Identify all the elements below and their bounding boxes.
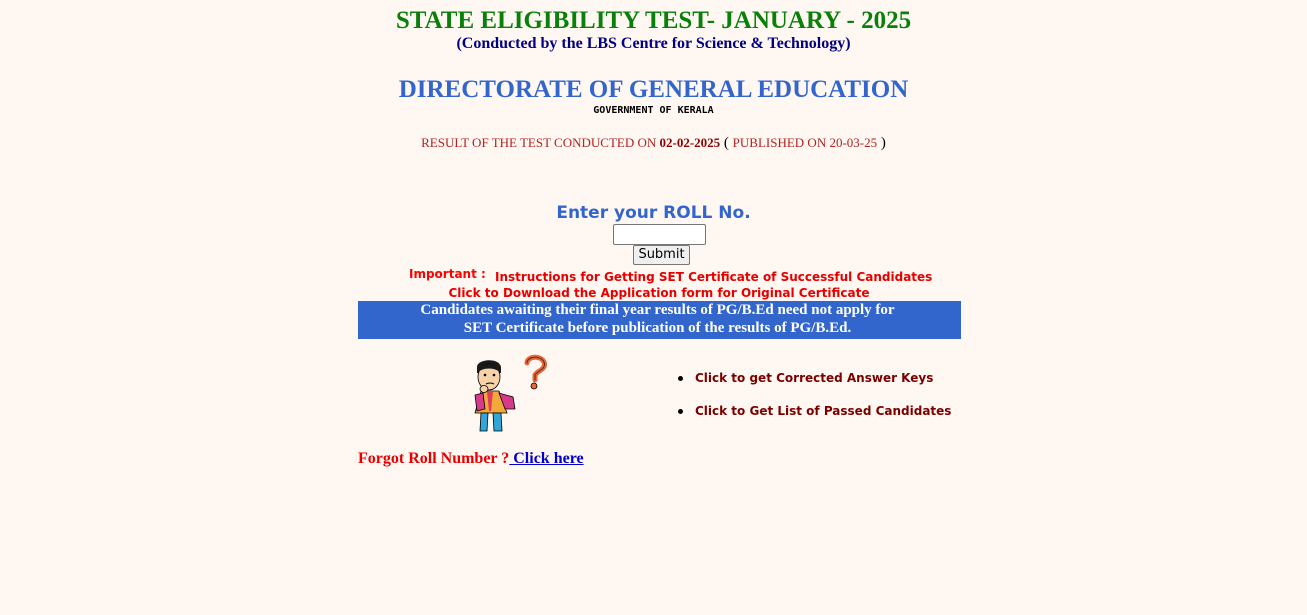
notice-line-1: Candidates awaiting their final year results of PG/B.Ed need not apply for <box>420 302 895 318</box>
download-application-form-link[interactable]: Click to Download the Application form for Original Certificate <box>448 286 870 300</box>
links-list <box>695 370 951 436</box>
passed-candidates-link[interactable]: Click to Get List of Passed Candidates <box>695 404 952 418</box>
list-item <box>695 403 951 436</box>
result-prefix: RESULT OF THE TEST CONDUCTED ON <box>421 135 660 150</box>
notice-line-2: SET Certificate before publication of the results of PG/B.Ed. <box>463 320 852 336</box>
close-paren: ) <box>877 135 886 151</box>
forgot-click-here-link[interactable]: Click here <box>509 450 584 467</box>
notice-banner <box>358 301 961 339</box>
government-label: GOVERNMENT OF KERALA <box>593 105 714 116</box>
roll-number-input[interactable] <box>613 224 706 245</box>
bullet-icon <box>678 376 683 381</box>
roll-number-label: Enter your ROLL No. <box>556 203 751 223</box>
result-line <box>0 135 1307 151</box>
published-label: PUBLISHED ON 20-03-25 <box>732 135 878 150</box>
thinking-person-question-mark-icon <box>469 353 549 433</box>
forgot-roll-number <box>358 449 584 468</box>
page-title: STATE ELIGIBILITY TEST- JANUARY - 2025 <box>395 7 912 34</box>
forgot-question: Forgot Roll Number ? <box>358 450 510 467</box>
certificate-instructions-link[interactable]: Instructions for Getting SET Certificate of Successful Candidates <box>495 270 933 284</box>
list-item <box>695 370 951 403</box>
important-label: Important : <box>409 267 486 281</box>
answer-keys-link[interactable]: Click to get Corrected Answer Keys <box>695 371 934 385</box>
page-subtitle: (Conducted by the LBS Centre for Science & Technology) <box>456 35 851 52</box>
open-paren: ( <box>720 135 733 151</box>
department-title: DIRECTORATE OF GENERAL EDUCATION <box>398 76 909 103</box>
bullet-icon <box>678 409 683 414</box>
submit-button[interactable]: Submit <box>633 245 690 265</box>
test-date: 02-02-2025 <box>659 135 721 150</box>
